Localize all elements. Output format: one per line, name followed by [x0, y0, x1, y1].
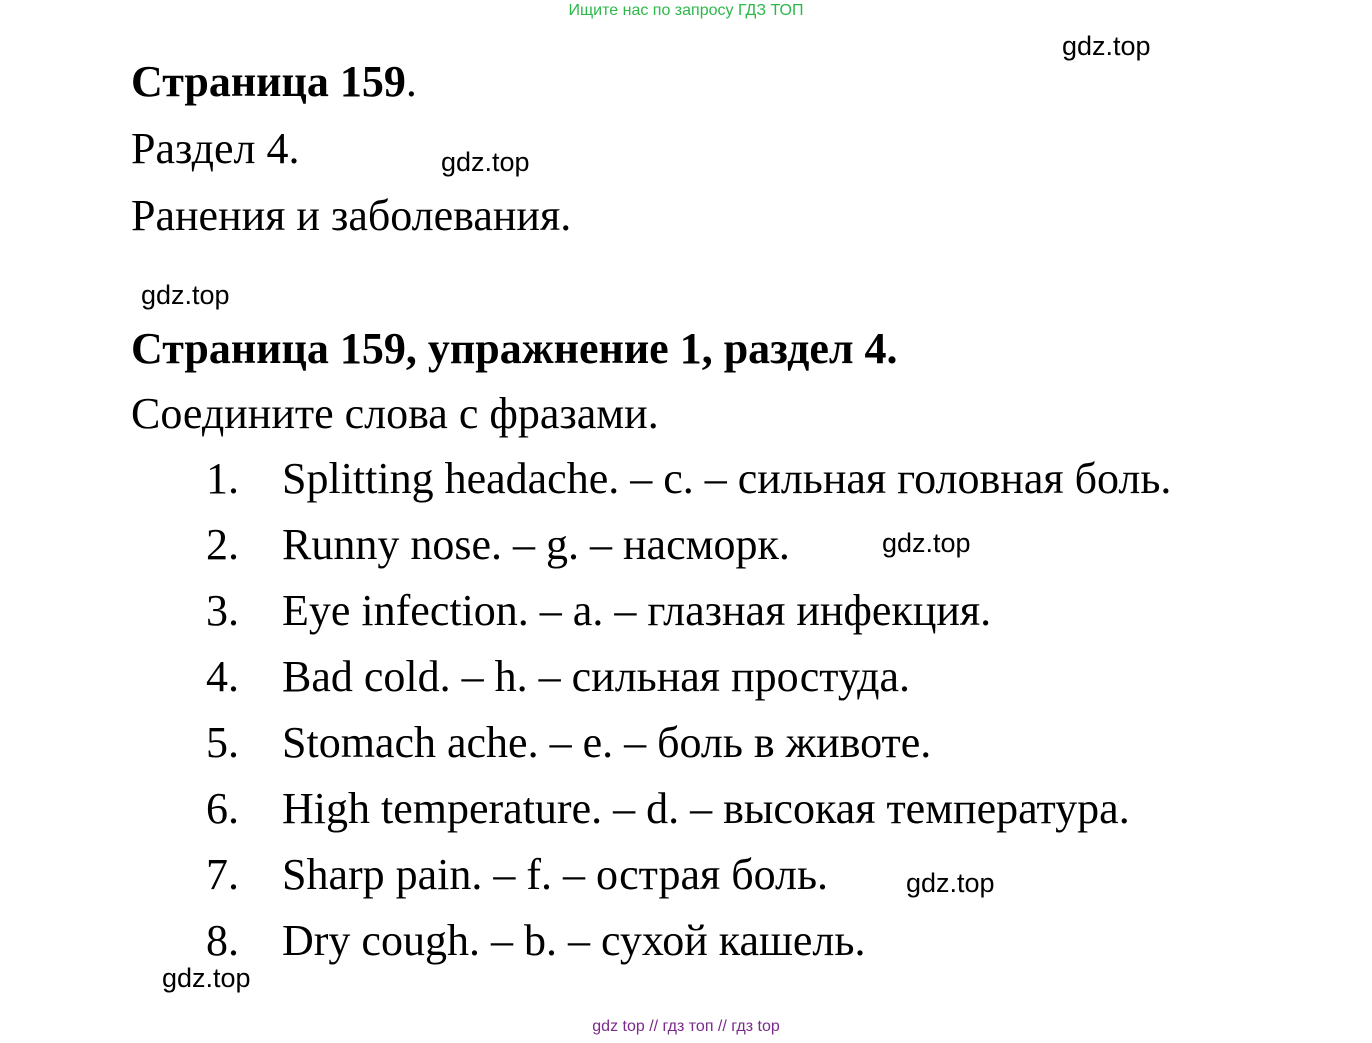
list-item — [206, 718, 932, 767]
watermark: gdz.top — [1062, 31, 1151, 61]
section-label: Раздел 4. — [131, 124, 300, 173]
list-item-number: 4. — [206, 652, 239, 701]
exercise-heading: Страница 159, упражнение 1, раздел 4. — [131, 324, 898, 373]
list-item — [206, 784, 1130, 833]
list-item-number: 1. — [206, 454, 239, 503]
list-item — [206, 454, 1172, 503]
list-item — [206, 850, 829, 899]
page-title-dot: . — [405, 57, 417, 106]
list-item-number: 3. — [206, 586, 239, 635]
watermark: gdz.top — [162, 963, 251, 993]
top-banner-link[interactable]: Ищите нас по запросу ГДЗ ТОП — [568, 2, 804, 19]
list-item-text: Dry cough. – b. – сухой кашель. — [282, 916, 866, 965]
list-item-number: 2. — [206, 520, 239, 569]
list-item-text: Runny nose. – g. – насморк. — [282, 520, 790, 569]
list-item-text: Bad cold. – h. – сильная простуда. — [282, 652, 911, 701]
list-item — [206, 652, 911, 701]
watermark: gdz.top — [906, 868, 995, 898]
list-item-text: Splitting headache. – c. – сильная головная боль. — [282, 454, 1172, 503]
list-item-number: 8. — [206, 916, 239, 965]
list-item — [206, 586, 992, 635]
page-title — [131, 57, 417, 106]
watermark: gdz.top — [141, 280, 230, 310]
list-item-text: Sharp pain. – f. – острая боль. — [282, 850, 829, 899]
watermark: gdz.top — [441, 147, 530, 177]
instruction-text: Соедините слова с фразами. — [131, 389, 659, 438]
footer-links[interactable]: gdz top // гдз топ // гдз top — [592, 1018, 780, 1035]
list-item-text: Eye infection. – a. – глазная инфекция. — [282, 586, 992, 635]
topic-label: Ранения и заболевания. — [131, 191, 572, 240]
list-item-text: High temperature. – d. – высокая температура. — [282, 784, 1130, 833]
list-item-text: Stomach ache. – e. – боль в животе. — [282, 718, 932, 767]
list-item-number: 7. — [206, 850, 239, 899]
list-item — [206, 520, 790, 569]
list-item-number: 6. — [206, 784, 239, 833]
list-item-number: 5. — [206, 718, 239, 767]
page-title-text: Страница 159 — [131, 57, 406, 106]
watermark: gdz.top — [882, 528, 971, 558]
list-item — [206, 916, 866, 965]
